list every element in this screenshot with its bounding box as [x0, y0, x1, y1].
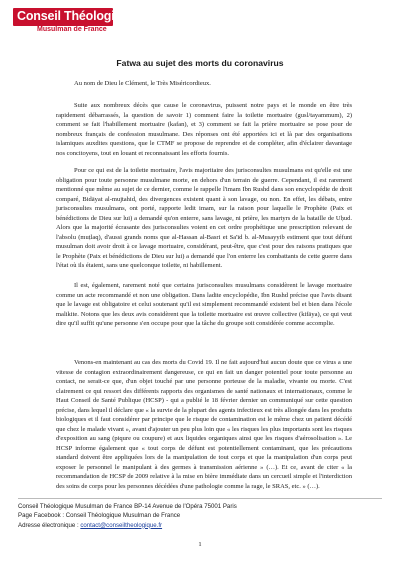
footer-email-label: Adresse électronique :	[18, 521, 81, 529]
footer-email-line	[18, 521, 382, 530]
ctmf-logo	[13, 8, 137, 38]
document-title: Fatwa au sujet des morts du coronavirus	[116, 58, 284, 68]
footer-email-link[interactable]: contact@conseiltheologique.fr	[80, 521, 163, 529]
basmala-text: Au nom de Dieu le Clément, le Très Miséricordieux.	[74, 80, 211, 87]
paragraph-1	[56, 101, 352, 158]
footer-address: Conseil Théologique Musulman de France BP-14 Avenue de l'Opéra 75001 Paris	[18, 503, 237, 510]
paragraph-text: Pour ce qui est de la toilette mortuaire, l'avis majoritaire des jurisconsultes musulmans est qu'elle est une obligation pour toute personne musulmane morte, en dehors d'un terrain de guerre. Cependant, il est rarement mentionné que même au sujet de ce dernier, comme le rappelle l'imam Ibn Rushd dans son encyclopédie de droit comparé, Bidāyat al-mujtahid, des divergences existent quant à son lavage, ou non. En effet, les débats, entre jurisconsultes musulmans, ont porté, rapporte ledit imam, sur la raison pour laquelle le Prophète (Paix et bénédictions de Dieu sur lui) a demandé qu'on enterre, sans lavage, ni prière, les martyrs de la bataille de Uḥud. Alors que la majorité écrasante des jurisconsultes voient en cet ordre prophétique une prescription relevant de l'absolu (muṭlaq), d'aussi grands noms que al-Hassan al-Basri et Sa'īd b. al-Musayyib estiment que tout défunt musulman doit avoir droit à ce lavage mortuaire, considérant, peut-être, que c'est pour des raisons pratiques que le Prophète (Paix et bénédictions de Dieu sur lui) a demandé que l'on enterre les combattants de cette guerre dans l'état où ils étaient, sans une quelconque toilette, ni habillement.	[56, 167, 352, 269]
page-footer	[18, 498, 382, 530]
footer-facebook: Page Facebook : Conseil Théologique Musulman de France	[18, 512, 181, 520]
basmala	[56, 79, 352, 89]
paragraph-2	[56, 166, 352, 271]
page-number: 1	[198, 541, 202, 548]
paragraph-4	[56, 358, 352, 491]
footer-divider	[18, 498, 382, 499]
paragraph-text: Venons-en maintenant au cas des morts du Covid 19. Il ne fait aujourd'hui aucun doute que ce virus a une vitesse de contagion extraordinairement dangereuse, ce qui en fait un danger potentiel pour toute personne au contact, ne serait-ce que, d'un objet touché par une personne porteuse de la maladie, vivante ou morte. C'est clairement ce qui ressort des différents rapports des organismes de santé nationaux et internationaux, comme le Haut Conseil de Santé Publique (HCSP) - qui a publié le 18 février dernier un communiqué sur cette question précise, dans lequel il déclare que « la survie de la plupart des agents infectieux est très allongée dans les produits biologiques et il faut considérer par principe que le risque de contamination est le même chez un patient décédé que chez le malade vivant », avant d'ajouter un peu plus loin que « les risques les plus importants sont les risques d'exposition au sang (piqure ou coupure) et aux liquides organiques ainsi que les risques d'aérosolisation ». Le HCSP informe également que « tout corps de défunt est potentiellement contaminant, que les précautions standard doivent être appliquées lors de la manipulation de tout corps et que la manipulation d'un corps peut exposer le personnel le manipulant à des germes à transmission aérienne » (…). Et ce, avant de citer « la recommandation de HCSP de 2009 relative à la mise en bière immédiate dans un cercueil simple et l'interdiction des soins de corps pour les personnes décédées d'une pathologie comme la rage, le SRAS, etc. » (…).	[56, 359, 352, 490]
paragraph-text: Suite aux nombreux décès que cause le coronavirus, puissent notre pays et le monde en être très rapidement débarrassés, la question de savoir 1) comment faire la toilette mortuaire (gusl/tayammum), 2) comment se fait l'habillement mortuaire (kafan), et 3) comment se fait la prière mortuaire se pose pour de nombreux français de confession musulmane. Des réponses ont été apportées ici et là par des organisations islamiques auxdites questions, que le CTMF se propose de reprendre et de compléter, afin d'éclairer davantage nos concitoyens, tout en louant et reconnaissant les efforts fournis.	[56, 102, 352, 157]
logo-subtitle: Musulman de France	[37, 26, 107, 33]
logo-title: Conseil Théologique	[17, 9, 137, 23]
paragraph-3	[56, 281, 352, 329]
paragraph-text: Il est, également, rarement noté que certains jurisconsultes musulmans considèrent le lavage mortuaire comme un acte recommandé et non une obligation. Dans ladite encyclopédie, Ibn Rushd précise que l'avis disant que le lavage est obligatoire et celui soutenant qu'il est simplement recommandé existent bel et bien dans l'école malikite. Notons que les deux avis considèrent que la toilette mortuaire est œuvre collective (kifāya), ce qui veut dire qu'il suffit qu'une personne s'en occupe pour que la tâche du groupe soit considérée comme accomplie.	[56, 282, 352, 327]
